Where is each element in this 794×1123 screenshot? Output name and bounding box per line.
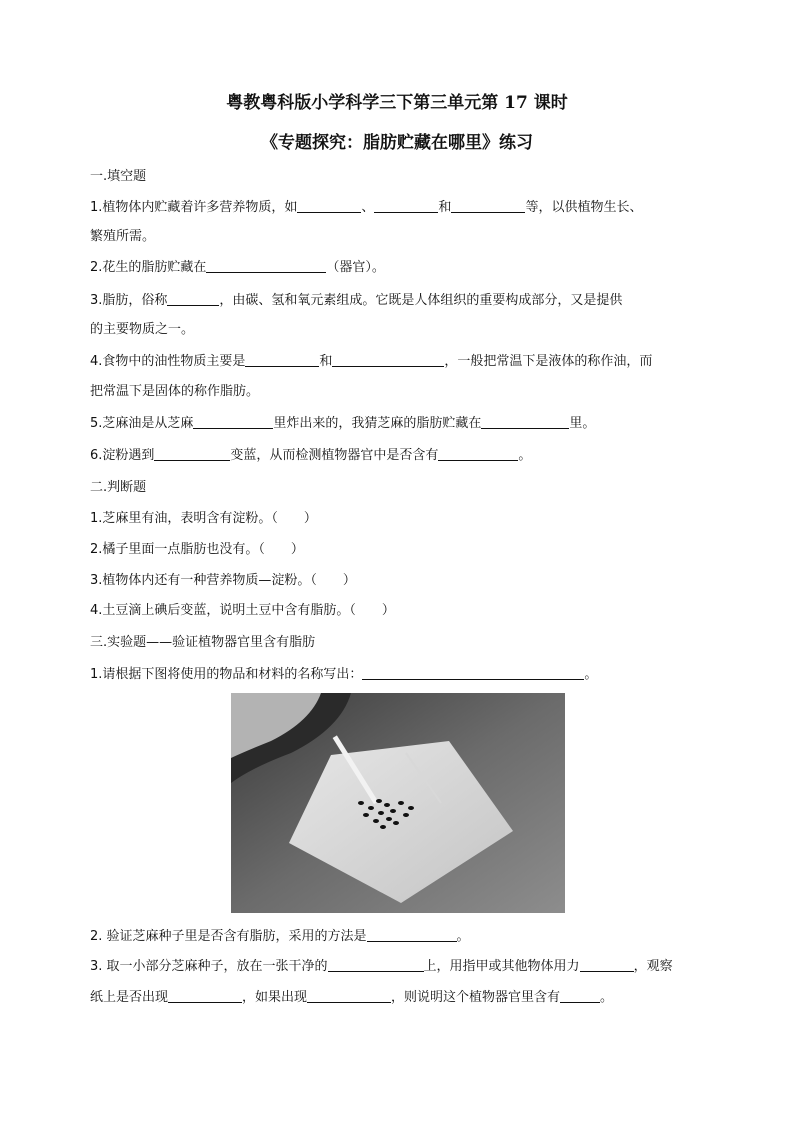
blank <box>328 957 424 972</box>
photo-sesame-seeds-on-paper <box>231 693 565 913</box>
blank <box>307 988 391 1003</box>
question-3-3-cont <box>90 988 613 1008</box>
text: 2. 验证芝麻种子里是否含有脂肪，采用的方法是 <box>90 929 367 944</box>
text: 上，用指甲或其他物体用力 <box>423 959 580 974</box>
text: ，观察 <box>633 959 673 974</box>
blank <box>332 352 444 367</box>
blank <box>580 957 634 972</box>
text: （器官）。 <box>326 260 385 275</box>
question-1-5 <box>90 414 595 434</box>
text: ，一般把常温下是液体的称作油，而 <box>444 354 653 369</box>
text: 里。 <box>569 416 596 431</box>
text: 1.植物体内贮藏着许多营养物质，如 <box>90 200 298 215</box>
question-1-2 <box>90 258 385 278</box>
question-1-3 <box>90 291 622 311</box>
text: 1.请根据下图将使用的物品和材料的名称写出： <box>90 667 363 682</box>
text: 6.淀粉遇到 <box>90 448 155 463</box>
text: 、 <box>361 200 375 215</box>
blank <box>374 198 438 213</box>
blank <box>154 446 230 461</box>
question-2-2: 2.橘子里面一点脂肪也没有。（ ） <box>90 542 304 557</box>
text: 等，以供植物生长、 <box>525 200 643 215</box>
text: 。 <box>600 990 614 1005</box>
blank <box>297 198 361 213</box>
blank <box>206 258 326 273</box>
text: 3. 取一小部分芝麻种子，放在一张干净的 <box>90 959 328 974</box>
experiment-photo <box>231 693 565 913</box>
question-1-4-cont: 把常温下是固体的称作脂肪。 <box>90 384 260 399</box>
blank <box>367 927 457 942</box>
question-3-2 <box>90 927 470 947</box>
blank <box>193 414 273 429</box>
blank <box>362 665 584 680</box>
question-1-3-cont: 的主要物质之一。 <box>90 322 195 337</box>
section-experiment: 三.实验题——验证植物器官里含有脂肪 <box>90 635 316 650</box>
text: ，则说明这个植物器官里含有 <box>391 990 561 1005</box>
blank <box>168 988 242 1003</box>
question-3-3 <box>90 957 673 977</box>
text: 。 <box>584 667 598 682</box>
text: 3.脂肪，俗称 <box>90 293 168 308</box>
section-fill-blank: 一.填空题 <box>90 169 147 184</box>
question-3-1 <box>90 665 597 685</box>
section-true-false: 二.判断题 <box>90 480 147 495</box>
title-line2: 《专题探究：脂肪贮藏在哪里》练习 <box>261 133 533 153</box>
text: 2.花生的脂肪贮藏在 <box>90 260 207 275</box>
question-1-4 <box>90 352 652 372</box>
text: 。 <box>456 929 470 944</box>
title-line1: 粤教粤科版小学科学三下第三单元第 17 课时 <box>226 93 568 113</box>
question-2-3: 3.植物体内还有一种营养物质—淀粉。（ ） <box>90 573 356 588</box>
text: 5.芝麻油是从芝麻 <box>90 416 194 431</box>
blank <box>560 988 600 1003</box>
blank <box>167 291 219 306</box>
question-2-1: 1.芝麻里有油，表明含有淀粉。（ ） <box>90 511 317 526</box>
text: 。 <box>518 448 532 463</box>
text: ，如果出现 <box>242 990 308 1005</box>
text: 和 <box>319 354 333 369</box>
question-1-6 <box>90 446 531 466</box>
text: 4.食物中的油性物质主要是 <box>90 354 246 369</box>
text: ，由碳、氢和氧元素组成。它既是人体组织的重要构成部分，又是提供 <box>219 293 623 308</box>
blank <box>245 352 319 367</box>
question-2-4: 4.土豆滴上碘后变蓝，说明土豆中含有脂肪。（ ） <box>90 603 395 618</box>
blank <box>451 198 525 213</box>
question-1-1 <box>90 198 642 218</box>
question-1-1-cont: 繁殖所需。 <box>90 229 156 244</box>
text: 和 <box>438 200 452 215</box>
text: 里炸出来的，我猜芝麻的脂肪贮藏在 <box>273 416 482 431</box>
blank <box>481 414 569 429</box>
text: 变蓝，从而检测植物器官中是否含有 <box>230 448 439 463</box>
text: 纸上是否出现 <box>90 990 169 1005</box>
blank <box>438 446 518 461</box>
